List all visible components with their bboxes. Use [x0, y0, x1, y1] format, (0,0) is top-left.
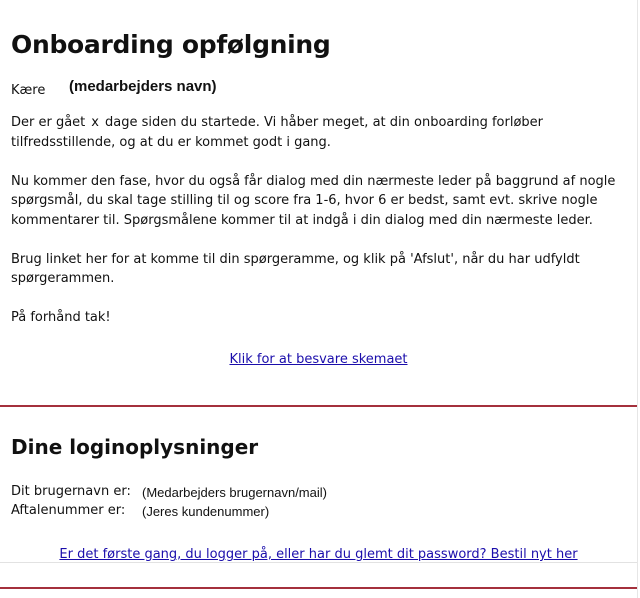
- footer-light-divider: [0, 562, 637, 563]
- login-heading: Dine loginoplysninger: [11, 435, 259, 459]
- greeting-line: [11, 78, 626, 102]
- paragraph-days: [11, 113, 626, 152]
- page-title: Onboarding opfølgning: [11, 30, 331, 59]
- greeting-label: Kære: [11, 83, 46, 98]
- reset-link-row: [0, 543, 637, 562]
- paragraph-dialog: Nu kommer den fase, hvor du også får dialog med din nærmeste leder på baggrund af nogle spørgsmål, du skal tage stilling til og score fra 1-6, hvor 6 er bedst, samt evt. skrive nogle kommentarer til. Spørgsmålene kommer til at indgå i din dialog med din nærmeste leder.: [11, 173, 616, 228]
- login-details: [11, 484, 626, 524]
- reset-password-link[interactable]: Er det første gang, du logger på, eller har du glemt dit password? Bestil nyt her: [59, 547, 578, 562]
- footer-divider: [0, 587, 637, 589]
- survey-link[interactable]: Klik for at besvare skemaet: [229, 351, 408, 367]
- days-placeholder: x: [91, 115, 99, 130]
- paragraph-thanks: På forhånd tak!: [11, 310, 111, 325]
- page-edge: [637, 0, 638, 598]
- section-divider: [0, 405, 637, 407]
- agreement-label: Aftalenummer er:: [11, 503, 126, 518]
- agreement-value: (Jeres kundenummer): [142, 504, 270, 519]
- username-value: (Medarbejders brugernavn/mail): [142, 485, 327, 500]
- username-row: [11, 484, 626, 503]
- greeting-name: (medarbejders navn): [69, 78, 217, 95]
- paragraph-days-end: dage siden du startede. Vi håber meget, at din onboarding forløber tilfredsstillende, og at du er kommet godt i gang.: [11, 115, 543, 150]
- login-section: [11, 432, 626, 524]
- survey-link-row: [11, 348, 626, 367]
- paragraph-days-start: Der er gået: [11, 115, 86, 130]
- paragraph-instructions: Brug linket her for at komme til din spørgeramme, og klik på 'Afslut', når du har udfyldt spørgerammen.: [11, 251, 580, 286]
- username-label: Dit brugernavn er:: [11, 484, 131, 499]
- agreement-row: [11, 503, 626, 522]
